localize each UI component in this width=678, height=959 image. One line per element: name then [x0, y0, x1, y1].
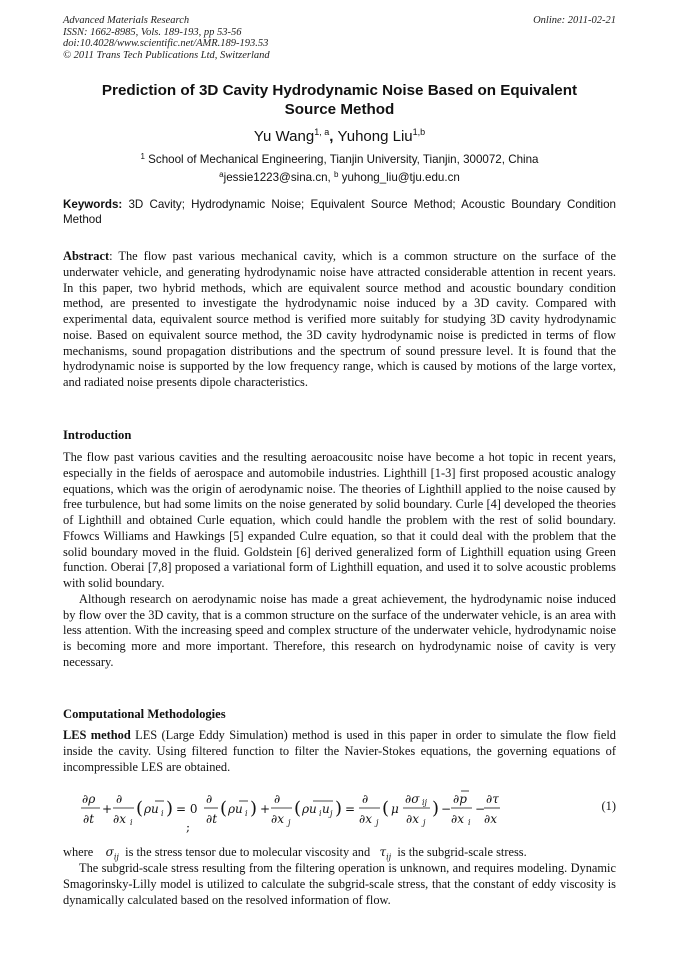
svg-text:∂: ∂	[274, 792, 281, 806]
svg-text:∂x: ∂x	[484, 812, 497, 826]
online-date: Online: 2011-02-21	[533, 15, 616, 26]
svg-text:∂ρ: ∂ρ	[82, 792, 96, 806]
sgs-text: The subgrid-scale stress resulting from the filtering operation is unknown, and requires modeling. Dynamic Smagorinsky-Lilly model is utilized to calculate the subgrid-scale stress, that the constant of eddy viscosity is dynamically calculated based on the resolved information of flow.	[63, 861, 616, 907]
svg-text:∂x: ∂x	[359, 812, 372, 826]
title-line-2: Source Method	[284, 101, 395, 118]
affiliation-line	[63, 149, 616, 167]
svg-text:∂x: ∂x	[406, 812, 419, 826]
email-b[interactable]: yuhong_liu@tju.edu.cn	[338, 171, 460, 184]
sigma-symbol: $\sigma_{ij}$	[105, 845, 119, 862]
svg-text:∂x: ∂x	[113, 812, 126, 826]
email-a[interactable]: jessie1223@sina.cn,	[223, 171, 335, 184]
svg-text:): )	[250, 798, 258, 819]
title-line-1: Prediction of 3D Cavity Hydrodynamic Noise Based on Equivalent	[101, 82, 578, 99]
issn-line: ISSN: 1662-8985, Vols. 189-193, pp 53-56	[63, 26, 242, 38]
author-list	[63, 123, 616, 146]
paper-title	[63, 81, 616, 119]
abstract-label: Abstract	[63, 249, 110, 263]
svg-text:+: +	[102, 802, 113, 816]
author-1-sup: 1, a	[314, 127, 330, 137]
svg-text:(: (	[220, 798, 228, 819]
svg-text:−: −	[441, 802, 452, 816]
copyright-line: © 2011 Trans Tech Publications Ltd, Switzerland	[63, 49, 270, 61]
svg-text:;: ;	[186, 820, 191, 834]
journal-name: Advanced Materials Research	[63, 15, 190, 26]
author-2: Yuhong Liu	[337, 128, 413, 145]
author-1: Yu Wang	[253, 128, 315, 145]
les-text: LES (Large Eddy Simulation) method is used in this paper in order to simulate the flow field inside the cavity. Using filtered function to filter the Navier-Stokes equations, the governing equations of incompressible LES are obtained.	[63, 728, 616, 774]
svg-text:∂x: ∂x	[271, 812, 284, 826]
svg-text:∂τ: ∂τ	[486, 792, 499, 806]
svg-text:): )	[335, 798, 343, 819]
svg-text:(: (	[136, 798, 144, 819]
svg-text:∂p: ∂p	[453, 792, 467, 806]
keywords	[63, 198, 616, 227]
affiliation-text: School of Mechanical Engineering, Tianjin University, Tianjin, 300072, China	[144, 153, 539, 166]
svg-text:∂x: ∂x	[451, 812, 464, 826]
svg-text:∂: ∂	[362, 792, 369, 806]
where-word: where	[63, 845, 94, 859]
where-end: is the subgrid-scale stress.	[397, 845, 527, 859]
svg-text:−: −	[475, 802, 486, 816]
svg-text:): )	[166, 798, 174, 819]
equation-number: (1)	[601, 799, 616, 813]
where-middle: is the stress tensor due to molecular viscosity and	[125, 845, 371, 859]
introduction-body	[63, 450, 616, 671]
svg-text:i: i	[245, 809, 248, 818]
abstract	[63, 249, 616, 391]
author-separator: ,	[329, 128, 338, 145]
introduction-heading: Introduction	[63, 428, 132, 442]
abstract-text: : The flow past various mechanical cavity, which is a common structure on the surface of the underwater vehicle, and generating hydrodynamic noise have attracted considerable attention in recent years. In this paper, two hybrid methods, which are equivalent source method and acoustic boundary condition method, are presented to investigate the hydrodynamic noise induced by a 3D cavity. Compared with experimental data, equivalent source method is verified more suitably for studying 3D cavity hydrodynamic noise. Based on equivalent source method, the 3D cavity hydrodynamic noise is predicted in terms of flow mechanisms, sound propagation distributions and the spectrum of sound pressure level. It is found that the hydrodynamic noise is supported by the low frequency range, which is caused by motions of the large vortex, and radiated noise presents dipole characteristics.	[63, 249, 616, 389]
svg-text:∂t: ∂t	[206, 812, 218, 826]
introduction-paragraph-2: Although research on aerodynamic noise has made a great achievement, the hydrodynamic noise induced by flow over the 3D cavity, that is a common structure on the surface of the underwater vehicle, is an area with less attention. With the increasing speed and complex structure of the underwater vehicle, hydrodynamic noise is becoming more and more important. Therefore, this research on hydrodynamic noise of cavity is very necessary.	[63, 591, 616, 669]
svg-text:ρu: ρu	[302, 802, 317, 816]
svg-text:(: (	[382, 798, 390, 819]
svg-text:j: j	[376, 818, 379, 827]
methods-heading: Computational Methodologies	[63, 707, 226, 721]
svg-text:i: i	[130, 818, 133, 827]
svg-text:∂: ∂	[116, 792, 123, 806]
svg-text:ij: ij	[422, 798, 428, 807]
doi-line[interactable]: doi:10.4028/www.scientific.net/AMR.189-193.53	[63, 38, 269, 50]
sgs-paragraph	[63, 861, 616, 908]
equation-1	[80, 787, 616, 835]
les-paragraph	[63, 728, 616, 775]
affiliation-sup: 1	[140, 152, 145, 161]
svg-text:i: i	[468, 818, 471, 827]
equation-1-formula	[80, 787, 500, 835]
svg-text:=: =	[345, 802, 356, 816]
affiliation-block	[63, 149, 616, 185]
email-b-sup: b	[334, 170, 339, 179]
svg-text:): )	[432, 798, 440, 819]
svg-text:j: j	[288, 818, 291, 827]
journal-header	[63, 15, 616, 61]
svg-text:u: u	[322, 802, 330, 816]
tau-symbol: $\tau_{ij}$	[379, 845, 392, 862]
svg-text:(: (	[294, 798, 302, 819]
email-line	[63, 167, 616, 185]
svg-text:∂t: ∂t	[83, 812, 95, 826]
svg-text:∂: ∂	[206, 792, 213, 806]
svg-text:j: j	[330, 809, 333, 818]
introduction-paragraph-1: The flow past various cavities and the resulting aeroacousitc noise have become a hot topic in recent years, especially in the fields of aerospace and automobile industries. Lighthill [1-3] first proposed acoustic analogy equations, which was the origin of aerodynamic noise. The theories of Lighthill applied to the noise caused by free turbulence, but had some limits on the noise generated by solid boundary. Curle [4] developed the theories of Lighthill and obtained Curle equation, which could handle the problem with the rest of solid boundary. Ffowcs Williams and Hawkings [5] expanded Culre equation, so that it could deal with the problem that the solid boundary moved in the fluid. Goldstein [6] derived generalized form of Lighthill equation using Green function. Oberai [7,8] proposed a variational form of Lighthill equation, and used it to solve acoustic problems with solid boundary.	[63, 450, 616, 590]
email-a-sup: a	[219, 170, 224, 179]
keywords-label: Keywords:	[63, 198, 123, 211]
keywords-text: 3D Cavity; Hydrodynamic Noise; Equivalent Source Method; Acoustic Boundary Condition Method	[63, 198, 616, 226]
svg-text:+: +	[260, 802, 271, 816]
svg-text:μ: μ	[391, 802, 399, 816]
svg-text:∂σ: ∂σ	[405, 792, 420, 806]
svg-text:j: j	[423, 818, 426, 827]
svg-text:i: i	[319, 809, 322, 818]
svg-text:i: i	[161, 809, 164, 818]
svg-text:ρu: ρu	[144, 802, 159, 816]
les-label: LES method	[63, 728, 131, 742]
svg-text:= 0: = 0	[176, 802, 198, 816]
author-2-sup: 1,b	[412, 127, 426, 137]
svg-text:ρu: ρu	[228, 802, 243, 816]
